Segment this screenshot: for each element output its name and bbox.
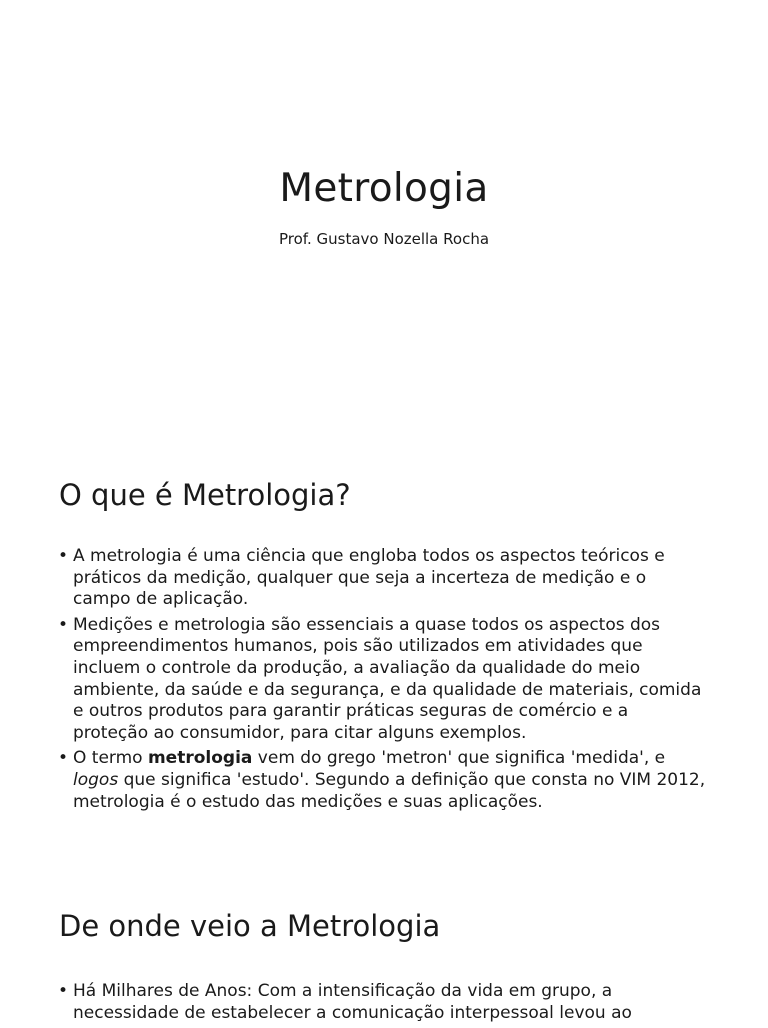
text-run: que significa 'estudo'. Segundo a definição que consta no VIM 2012, metrologia é o estudo das medições e suas aplicações. [73, 769, 706, 812]
bullet-marker: • [58, 981, 69, 1001]
bullet-list-what-is [58, 546, 708, 817]
bullet-item [58, 615, 708, 745]
bullet-item [58, 546, 708, 611]
text-run: O termo [73, 748, 148, 769]
bullet-marker: • [58, 614, 69, 635]
bullet-text [73, 748, 708, 813]
text-run: vem do grego 'metron' que significa 'medida', e [252, 748, 666, 769]
slide-heading-what-is: O que é Metrologia? [59, 478, 351, 512]
bullet-list-origin [58, 981, 708, 1028]
bullet-item [58, 981, 708, 1024]
bullet-text: Medições e metrologia são essenciais a quase todos os aspectos dos empreendimentos humanos, pois são utilizados em atividades que incluem o controle da produção, a avaliação da qualidade do meio ambiente, da saúde e da segurança, e da qualidade de materiais, comida e outros produtos para garantir práticas seguras de comércio e a proteção ao consumidor, para citar alguns exemplos. [73, 614, 702, 743]
bullet-marker: • [58, 748, 69, 769]
title-slide [0, 0, 768, 430]
slide-heading-origin: De onde veio a Metrologia [59, 909, 441, 943]
presentation-title: Metrologia [279, 166, 489, 211]
bullet-text: A metrologia é uma ciência que engloba todos os aspectos teóricos e práticos da medição, qualquer que seja a incerteza de medição e o campo de aplicação. [73, 546, 665, 610]
bullet-marker: • [58, 546, 69, 566]
author-subtitle: Prof. Gustavo Nozella Rocha [278, 230, 490, 248]
bullet-item [58, 748, 708, 813]
bullet-text: Há Milhares de Anos: Com a intensificação da vida em grupo, a necessidade de estabelecer a comunicação interpessoal levou ao [73, 981, 632, 1023]
bold-term: metrologia [147, 748, 253, 769]
italic-term: logos [73, 769, 119, 790]
